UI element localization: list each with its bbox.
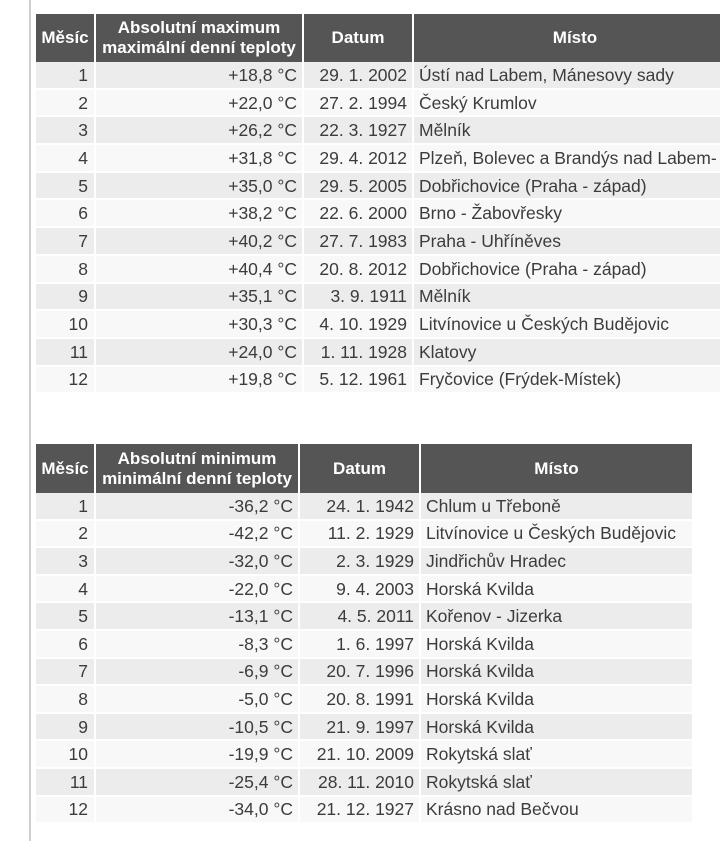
cell-place: Dobřichovice (Praha - západ) <box>414 173 720 201</box>
cell-date: 27. 2. 1994 <box>304 90 414 118</box>
cell-place: Klatovy <box>414 339 720 367</box>
cell-temperature: +18,8 °C <box>96 62 304 90</box>
header-month: Měsíc <box>36 14 96 62</box>
cell-date: 21. 9. 1997 <box>300 714 421 742</box>
cell-temperature: +38,2 °C <box>96 200 304 228</box>
table-row <box>36 797 692 825</box>
cell-month: 1 <box>36 493 96 521</box>
table-row <box>36 603 692 631</box>
table-row <box>36 769 692 797</box>
cell-month: 6 <box>36 631 96 659</box>
table-row <box>36 311 720 339</box>
header-absolute-min-line2: minimální denní teploty <box>102 468 292 488</box>
cell-place: Horská Kvilda <box>421 576 692 604</box>
cell-month: 4 <box>36 576 96 604</box>
cell-place: Fryčovice (Frýdek-Místek) <box>414 367 720 395</box>
cell-month: 3 <box>36 548 96 576</box>
cell-temperature: +40,2 °C <box>96 228 304 256</box>
cell-date: 29. 5. 2005 <box>304 173 414 201</box>
cell-month: 8 <box>36 686 96 714</box>
cell-date: 4. 5. 2011 <box>300 603 421 631</box>
table-row <box>36 117 720 145</box>
header-absolute-max-line1: Absolutní maximum <box>117 18 281 37</box>
cell-month: 9 <box>36 284 96 312</box>
min-temperature-table <box>36 444 692 824</box>
cell-temperature: +22,0 °C <box>96 90 304 118</box>
cell-temperature: +30,3 °C <box>96 311 304 339</box>
cell-month: 9 <box>36 714 96 742</box>
cell-date: 20. 7. 1996 <box>300 659 421 687</box>
cell-month: 1 <box>36 62 96 90</box>
cell-place: Horská Kvilda <box>421 659 692 687</box>
cell-place: Chlum u Třeboně <box>421 493 692 521</box>
cell-place: Rokytská slať <box>421 741 692 769</box>
header-row <box>36 444 692 493</box>
header-date: Datum <box>300 444 421 493</box>
cell-date: 11. 2. 1929 <box>300 521 421 549</box>
cell-month: 12 <box>36 367 96 395</box>
cell-temperature: +35,0 °C <box>96 173 304 201</box>
table-row <box>36 284 720 312</box>
cell-month: 6 <box>36 200 96 228</box>
cell-place: Dobřichovice (Praha - západ) <box>414 256 720 284</box>
cell-place: Ústí nad Labem, Mánesovy sady <box>414 62 720 90</box>
cell-place: Horská Kvilda <box>421 714 692 742</box>
cell-month: 10 <box>36 741 96 769</box>
cell-temperature: +19,8 °C <box>96 367 304 395</box>
table-row <box>36 686 692 714</box>
table-row <box>36 256 720 284</box>
cell-date: 29. 4. 2012 <box>304 145 414 173</box>
cell-date: 27. 7. 1983 <box>304 228 414 256</box>
table-row <box>36 339 720 367</box>
cell-place: Český Krumlov <box>414 90 720 118</box>
cell-temperature: -5,0 °C <box>96 686 300 714</box>
cell-place: Jindřichův Hradec <box>421 548 692 576</box>
cell-temperature: +31,8 °C <box>96 145 304 173</box>
cell-month: 7 <box>36 228 96 256</box>
table-row <box>36 200 720 228</box>
cell-place: Kořenov - Jizerka <box>421 603 692 631</box>
cell-temperature: -34,0 °C <box>96 797 300 825</box>
cell-temperature: -6,9 °C <box>96 659 300 687</box>
table-row <box>36 173 720 201</box>
cell-temperature: -10,5 °C <box>96 714 300 742</box>
cell-temperature: +24,0 °C <box>96 339 304 367</box>
cell-month: 4 <box>36 145 96 173</box>
header-place: Místo <box>421 444 692 493</box>
table-row <box>36 145 720 173</box>
header-row <box>36 14 720 62</box>
cell-month: 3 <box>36 117 96 145</box>
cell-month: 8 <box>36 256 96 284</box>
cell-temperature: -42,2 °C <box>96 521 300 549</box>
cell-date: 20. 8. 1991 <box>300 686 421 714</box>
header-absolute-max <box>96 14 304 62</box>
table-row <box>36 367 720 395</box>
cell-month: 7 <box>36 659 96 687</box>
header-absolute-min <box>96 444 300 493</box>
header-absolute-max-line2: maximální denní teploty <box>102 38 296 57</box>
cell-temperature: +35,1 °C <box>96 284 304 312</box>
cell-date: 1. 11. 1928 <box>304 339 414 367</box>
cell-place: Krásno nad Bečvou <box>421 797 692 825</box>
table-row <box>36 741 692 769</box>
cell-month: 10 <box>36 311 96 339</box>
table-row <box>36 548 692 576</box>
header-month: Měsíc <box>36 444 96 493</box>
table-row <box>36 90 720 118</box>
cell-date: 22. 6. 2000 <box>304 200 414 228</box>
cell-place: Horská Kvilda <box>421 631 692 659</box>
cell-place: Brno - Žabovřesky <box>414 200 720 228</box>
cell-month: 12 <box>36 797 96 825</box>
table-row <box>36 576 692 604</box>
header-date: Datum <box>304 14 414 62</box>
table-row <box>36 631 692 659</box>
cell-date: 2. 3. 1929 <box>300 548 421 576</box>
table-row <box>36 521 692 549</box>
cell-temperature: -36,2 °C <box>96 493 300 521</box>
cell-place: Mělník <box>414 117 720 145</box>
cell-place: Praha - Uhříněves <box>414 228 720 256</box>
table-row <box>36 62 720 90</box>
cell-place: Horská Kvilda <box>421 686 692 714</box>
cell-place: Rokytská slať <box>421 769 692 797</box>
cell-place: Litvínovice u Českých Budějovic <box>421 521 692 549</box>
cell-month: 11 <box>36 339 96 367</box>
cell-temperature: -19,9 °C <box>96 741 300 769</box>
cell-place: Litvínovice u Českých Budějovic <box>414 311 720 339</box>
cell-temperature: -32,0 °C <box>96 548 300 576</box>
cell-date: 3. 9. 1911 <box>304 284 414 312</box>
cell-date: 20. 8. 2012 <box>304 256 414 284</box>
cell-place: Plzeň, Bolevec a Brandýs nad Labem- <box>414 145 720 173</box>
cell-date: 4. 10. 1929 <box>304 311 414 339</box>
cell-date: 5. 12. 1961 <box>304 367 414 395</box>
cell-date: 9. 4. 2003 <box>300 576 421 604</box>
cell-date: 21. 10. 2009 <box>300 741 421 769</box>
table-row <box>36 228 720 256</box>
cell-date: 1. 6. 1997 <box>300 631 421 659</box>
cell-temperature: -13,1 °C <box>96 603 300 631</box>
cell-date: 21. 12. 1927 <box>300 797 421 825</box>
cell-temperature: -22,0 °C <box>96 576 300 604</box>
cell-temperature: +40,4 °C <box>96 256 304 284</box>
left-border-line <box>29 0 31 841</box>
cell-temperature: -25,4 °C <box>96 769 300 797</box>
cell-temperature: +26,2 °C <box>96 117 304 145</box>
header-absolute-min-line1: Absolutní minimum <box>117 448 277 468</box>
table-row <box>36 493 692 521</box>
cell-month: 11 <box>36 769 96 797</box>
cell-date: 22. 3. 1927 <box>304 117 414 145</box>
max-temperature-table <box>36 14 720 394</box>
cell-date: 29. 1. 2002 <box>304 62 414 90</box>
table-row <box>36 714 692 742</box>
cell-month: 2 <box>36 90 96 118</box>
cell-month: 5 <box>36 603 96 631</box>
cell-temperature: -8,3 °C <box>96 631 300 659</box>
cell-date: 28. 11. 2010 <box>300 769 421 797</box>
header-place: Místo <box>414 14 720 62</box>
cell-month: 5 <box>36 173 96 201</box>
cell-date: 24. 1. 1942 <box>300 493 421 521</box>
cell-place: Mělník <box>414 284 720 312</box>
table-row <box>36 659 692 687</box>
cell-month: 2 <box>36 521 96 549</box>
